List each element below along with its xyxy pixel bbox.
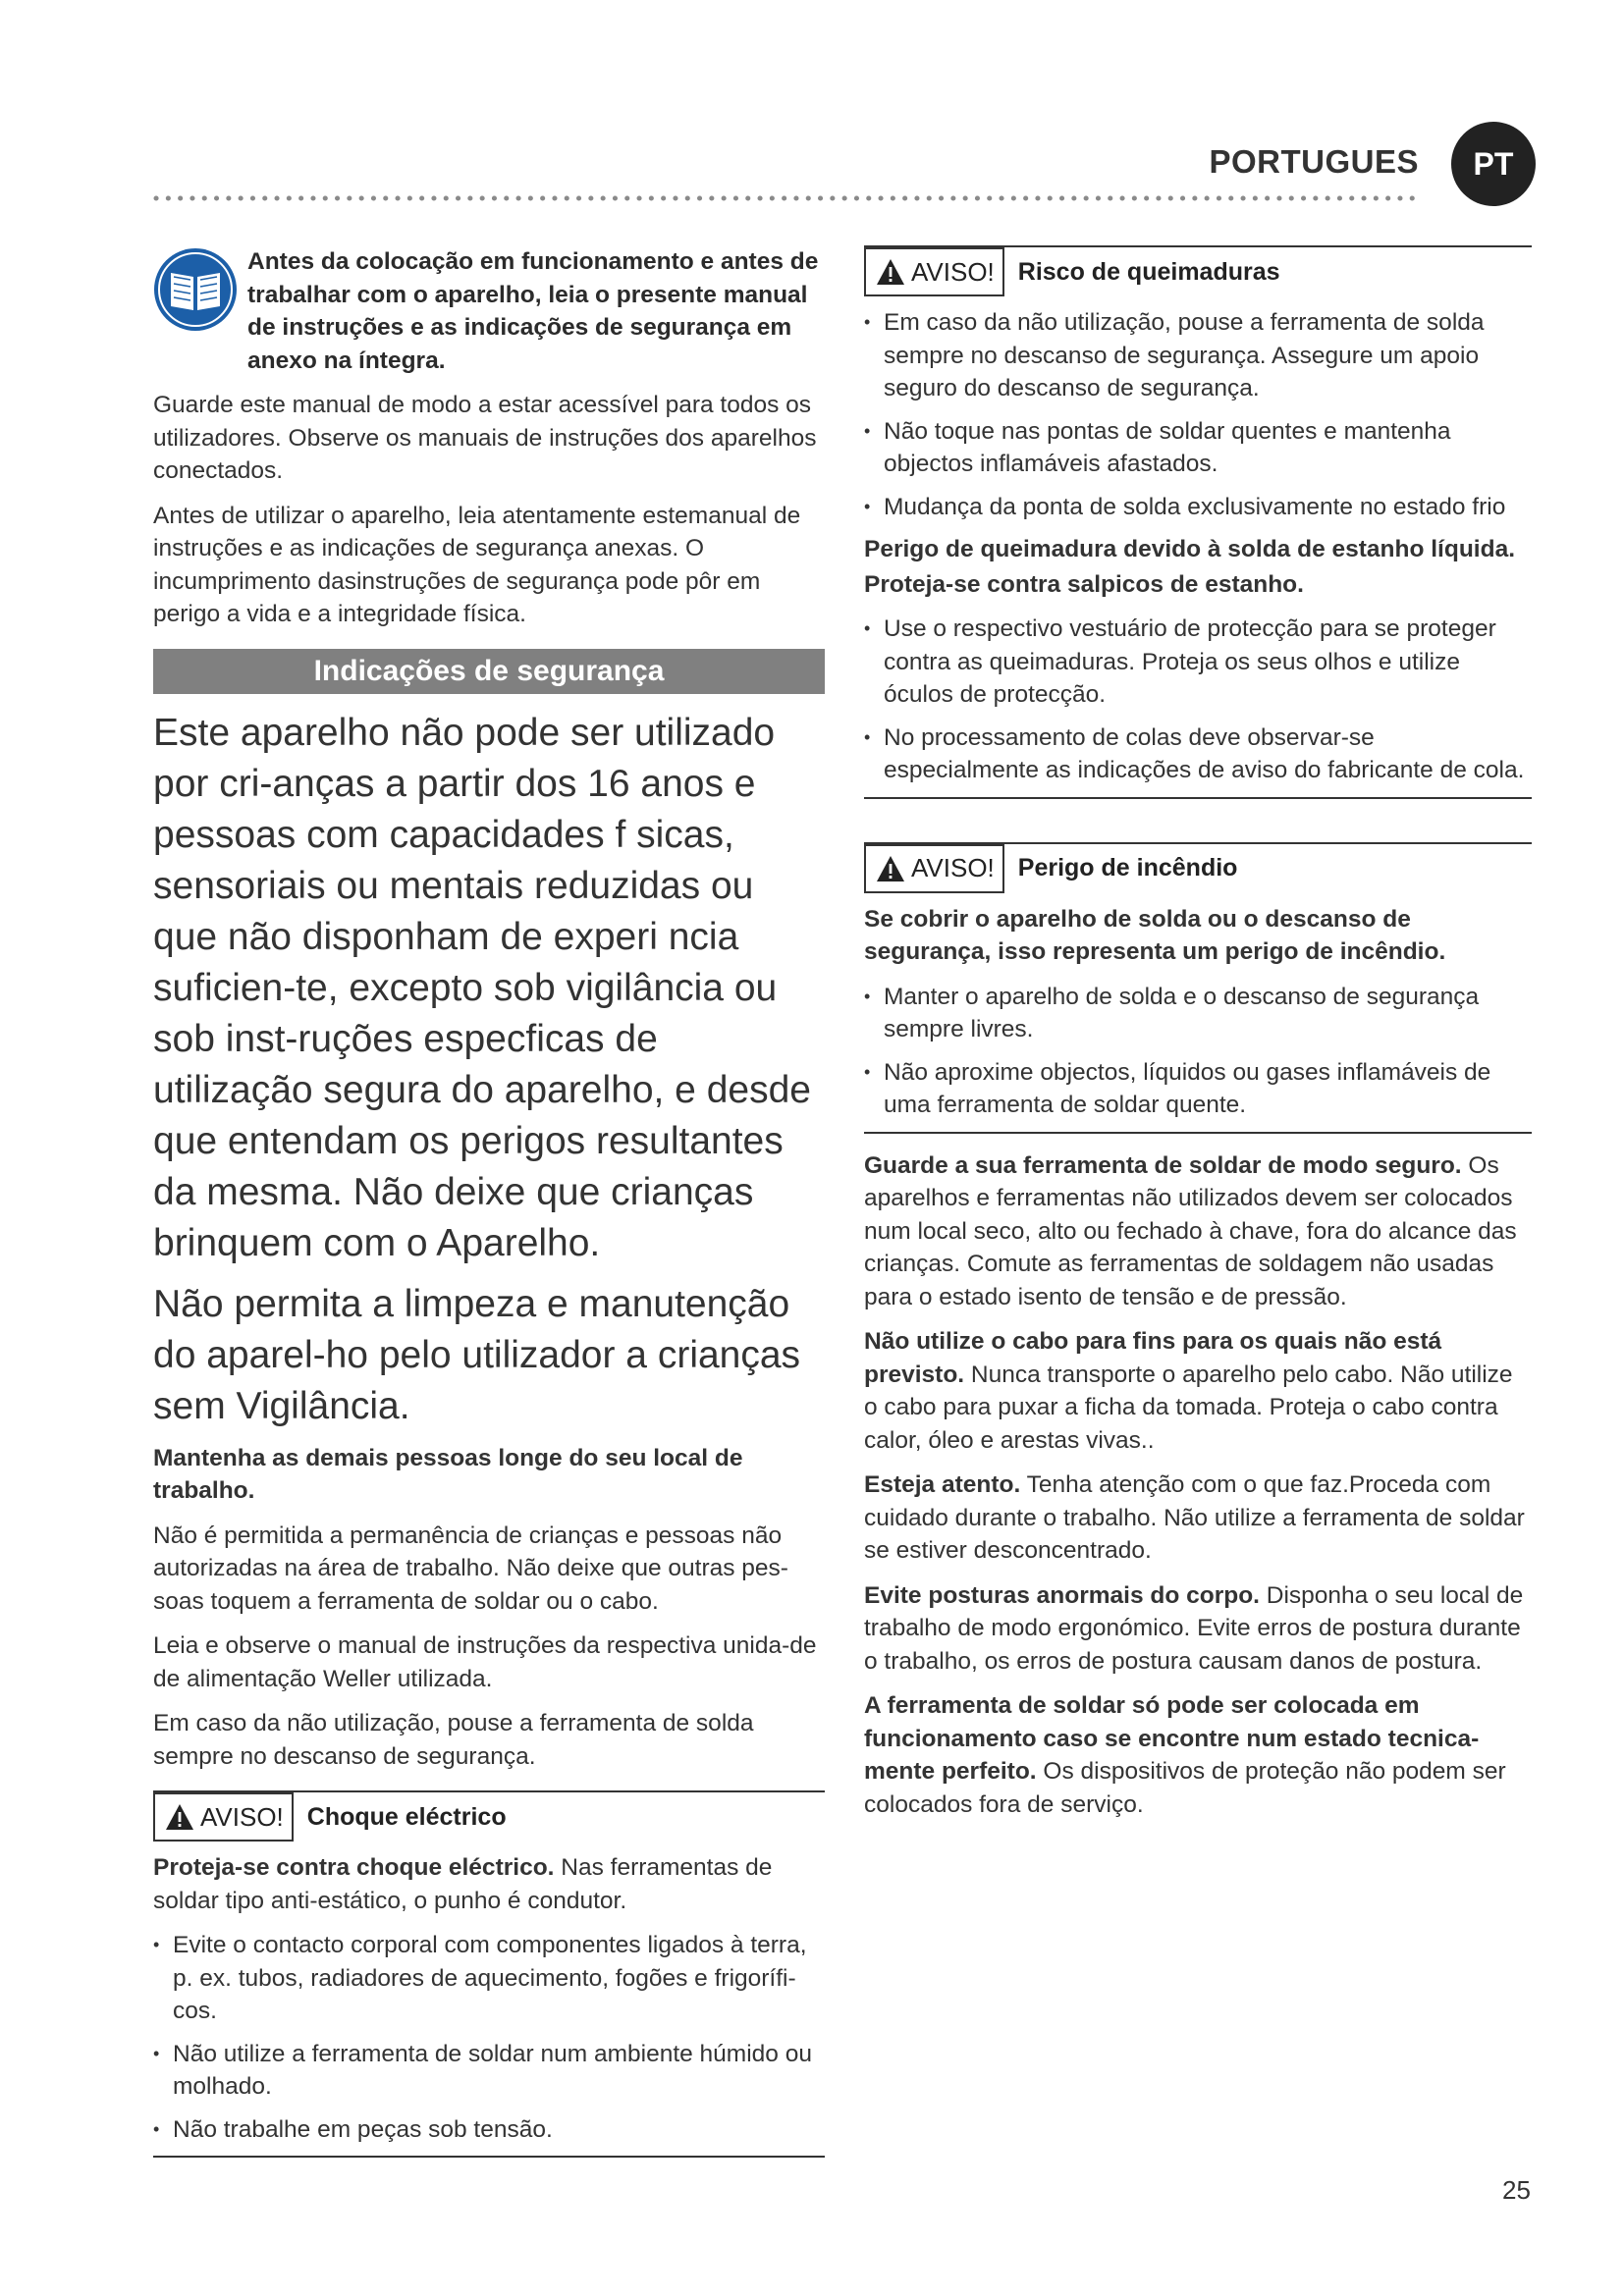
warning-badge-label: AVISO! (200, 1801, 284, 1832)
right-column (864, 245, 1532, 1833)
warning-badge (864, 844, 1004, 893)
list-item: • Manter o aparelho de solda e o descanso de segurança sempre livres. (864, 981, 1532, 1046)
list-item: • Use o respectivo vestuário de protecção para se proteger contra as queimaduras. Proteja os seus olhos e utilize óculos de protecção. (864, 613, 1532, 712)
burn-bold-liquid-tin: Perigo de queimadura devido à solda de estanho líquida. (864, 536, 1515, 562)
language-badge: PT (1451, 122, 1536, 206)
warning-triangle-icon (876, 855, 905, 882)
large-text-children-restriction: Este aparelho não pode ser utilizado por cri-anças a partir dos 16 anos e pessoas com capacidades f sicas, sensoriais ou mentais reduzidas ou que não disponham de experi ncia suficien-te, excepto sob vigilância ou sob inst-ruções especficas de utilização segura do aparelho, e desde que entendam os perigos resultantes da mesma. Não deixe que crianças brinquem com o Aparelho. (153, 711, 811, 1264)
paragraph-power-unit: Leia e observe o manual de instruções da respectiva unida-de de alimentação Weller utilizada. (153, 1632, 817, 1692)
warning-triangle-icon (876, 258, 905, 286)
general-rules (864, 1149, 1532, 1822)
header-language: PORTUGUES (1209, 143, 1419, 180)
warning-burns (864, 245, 1532, 799)
list-item: • No processamento de colas deve observar-se especialmente as indicações de aviso do fabricante de cola. (864, 721, 1532, 787)
warning-header (864, 247, 1532, 296)
paragraph-attention (864, 1468, 1532, 1568)
warning-title: Risco de queimaduras (1017, 257, 1280, 286)
warning-badge (864, 247, 1004, 296)
intro-bold-text: Antes da colocação em funcionamento e antes de trabalhar com o aparelho, leia o presente manual de instruções e as indicações de segurança em anexo na íntegra. (247, 248, 819, 374)
shock-lead-text: Nas ferramentas de soldar tipo anti-estático, o punho é condutor. (153, 1854, 773, 1914)
warning-electric-shock (153, 1790, 825, 2158)
para-text: Nunca transporte o aparelho pelo cabo. Não utilize o cabo para puxar a ficha da tomada. Proteja o cabo contra calor, óleo e arestas vivas.. (864, 1361, 1513, 1454)
list-item: • Não trabalhe em peças sob tensão. (153, 2113, 825, 2147)
paragraph-technical-state (864, 1689, 1532, 1821)
warning-header (864, 844, 1532, 893)
list-item: • Não utilize a ferramenta de soldar num ambiente húmido ou molhado. (153, 2038, 825, 2104)
left-column (153, 245, 825, 2158)
paragraph-cable-use (864, 1325, 1532, 1457)
para-text: Os dispositivos de proteção não podem ser colocados fora de serviço. (864, 1758, 1506, 1818)
list-item: • Em caso da não utilização, pouse a ferramenta de solda sempre no descanso de segurança. Assegure um apoio seguro do descanso de segurança. (864, 306, 1532, 405)
paragraph-read-manual: Antes de utilizar o aparelho, leia atentamente estemanual de instruções e as indicações de segurança anexas. O incumprimento dasinstruções de segurança pode pôr em perigo a vida e a integridade física. (153, 502, 801, 627)
burn-list-2 (864, 613, 1532, 787)
para-text: Os aparelhos e ferramentas não utilizados devem ser colocados num local seco, alto ou fechado à chave, fora do alcance das crianças. Comute as ferramentas de soldagem não usadas para o estado isento de tensão e de pressão. (864, 1151, 1517, 1310)
warning-title: Choque eléctrico (306, 1802, 507, 1831)
para-bold: Esteja atento. (864, 1471, 1021, 1498)
para-bold: A ferramenta de soldar só pode ser colocada em funcionamento caso se encontre num estado tecnica-mente perfeito. (864, 1692, 1480, 1785)
list-item: • Evite o contacto corporal com componentes ligados à terra, p. ex. tubos, radiadores de aquecimento, fogões e frigorífi- cos. (153, 1929, 825, 2028)
list-item: • Mudança da ponta de solda exclusivamente no estado frio (864, 491, 1532, 524)
list-item: • Não aproxime objectos, líquidos ou gases inflamáveis de uma ferramenta de soldar quente. (864, 1056, 1532, 1122)
paragraph-work-area: Não é permitida a permanência de crianças e pessoas não autorizadas na área de trabalho. Não deixe que outras pes-soas toquem a ferramenta de soldar ou o cabo. (153, 1522, 788, 1615)
fire-bold: Se cobrir o aparelho de solda ou o descanso de segurança, isso representa um perigo de incêndio. (864, 905, 1446, 965)
warning-badge (153, 1792, 294, 1842)
dotted-divider (153, 192, 1420, 204)
warning-header (153, 1792, 825, 1842)
paragraph-posture (864, 1579, 1532, 1679)
paragraph-store-tool (864, 1149, 1532, 1314)
para-text: Tenha atenção com o que faz.Proceda com cuidado durante o trabalho. Não utilize a ferramenta de soldar se estiver desconcentrado. (864, 1471, 1525, 1564)
para-text: Disponha o seu local de trabalho de modo ergonómico. Evite erros de postura durante o trabalho, os erros de postura causam danos de postura. (864, 1581, 1524, 1675)
page-number: 25 (1502, 2175, 1531, 2205)
burn-bold-splashes: Proteja-se contra salpicos de estanho. (864, 570, 1304, 598)
section-title-safety: Indicações de segurança (153, 649, 825, 694)
warning-triangle-icon (165, 1803, 194, 1831)
warning-badge-label: AVISO! (911, 853, 995, 882)
list-item: • Não toque nas pontas de soldar quentes e mantenha objectos inflamáveis afastados. (864, 415, 1532, 481)
para-bold: Não utilize o cabo para fins para os quais não está previsto. (864, 1328, 1442, 1388)
paragraph-keep-manual: Guarde este manual de modo a estar acessível para todos os utilizadores. Observe os manuais de instruções dos aparelhos conectados. (153, 392, 817, 484)
bold-keep-people-away: Mantenha as demais pessoas longe do seu local de trabalho. (153, 1444, 743, 1504)
warning-badge-label: AVISO! (911, 256, 995, 287)
book-icon (153, 247, 238, 332)
paragraph-rest-tool: Em caso da não utilização, pouse a ferramenta de solda sempre no descanso de segurança. (153, 1710, 754, 1770)
fire-list (864, 981, 1532, 1122)
burn-list (864, 306, 1532, 523)
shock-list (153, 1929, 825, 2146)
warning-fire (864, 842, 1532, 1134)
para-bold: Evite posturas anormais do corpo. (864, 1581, 1260, 1609)
para-bold: Guarde a sua ferramenta de soldar de modo seguro. (864, 1151, 1462, 1179)
shock-lead-bold: Proteja-se contra choque eléctrico. (153, 1854, 555, 1881)
warning-title: Perigo de incêndio (1017, 854, 1238, 881)
intro-block (153, 245, 825, 377)
large-text-cleaning-restriction: Não permita a limpeza e manutenção do aparel-ho pelo utilizador a crianças sem Vigilância. (153, 1282, 801, 1427)
shock-lead (153, 1851, 825, 1917)
